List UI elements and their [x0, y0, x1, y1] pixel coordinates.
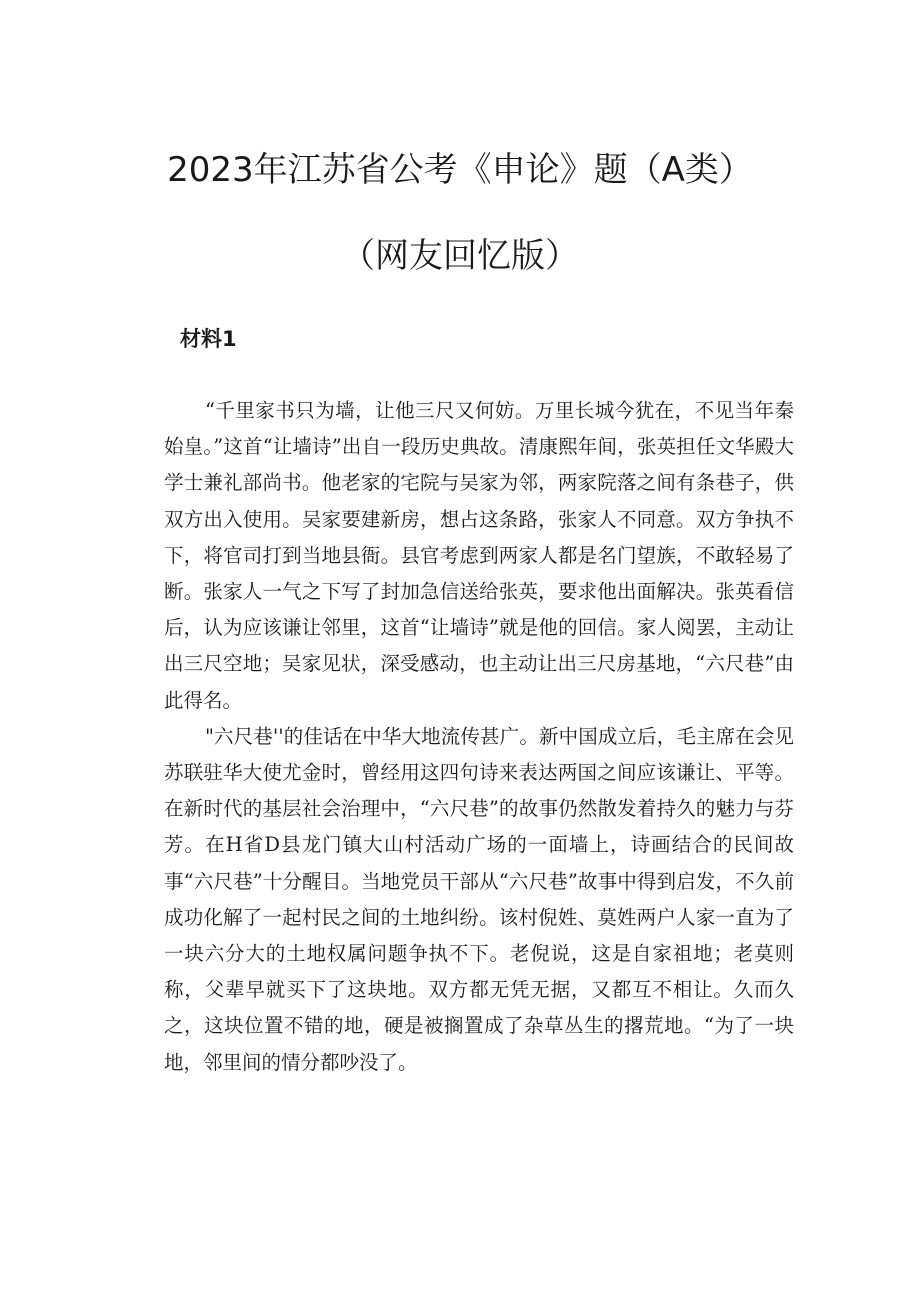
document-title: 2023年江苏省公考《申论》题（A类）: [167, 150, 753, 190]
body-text: [164, 393, 794, 1081]
paragraph: “千里家书只为墙，让他三尺又何妨。万里长城今犹在，不见当年秦始皇。”这首“让墙诗”出自一段历史典故。清康熙年间，张英担任文华殿大学士兼礼部尚书。他老家的宅院与吴家为邻，两家院落之间有条巷子，供双方出入使用。吴家要建新房，想占这条路，张家人不同意。双方争执不下，将官司打到当地县衙。县官考虑到两家人都是名门望族，不敢轻易了断。张家人一气之下写了封加急信送给张英，要求他出面解决。张英看信后，认为应该谦让邻里，这首“让墙诗”就是他的回信。家人阅罢，主动让出三尺空地；吴家见状，深受感动，也主动让出三尺房基地，“六尺巷”由此得名。: [164, 399, 794, 712]
section-label: 材料1: [180, 327, 237, 351]
paragraph: "六尺巷''的佳话在中华大地流传甚广。新中国成立后，毛主席在会见苏联驻华大使尤金时，曾经用这四句诗来表达两国之间应该谦让、平等。在新时代的基层社会治理中，“六尺巷”的故事仍然散发着持久的魅力与芬芳。在H省D县龙门镇大山村活动广场的一面墙上，诗画结合的民间故事“六尺巷”十分醒目。当地党员干部从“六尺巷”故事中得到启发，不久前成功化解了一起村民之间的土地纠纷。该村倪姓、莫姓两户人家一直为了一块六分大的土地权属问题争执不下。老倪说，这是自家祖地；老莫则称，父辈早就买下了这块地。双方都无凭无据，又都互不相让。久而久之，这块位置不错的地，硬是被搁置成了杂草丛生的撂荒地。“为了一块地，邻里间的情分都吵没了。: [164, 724, 794, 1074]
document-subtitle: （网友回忆版）: [341, 236, 579, 276]
